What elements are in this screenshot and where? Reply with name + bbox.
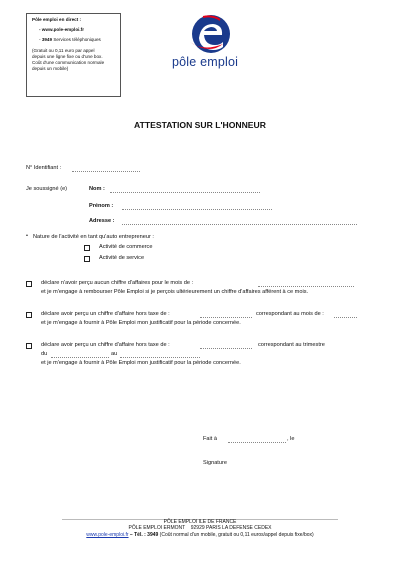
identifiant-label: N° Identifiant :: [26, 165, 62, 171]
footer-address: PÔLE EMPLOI ERMONT 92929 PARIS LA DEFENSE CEDEX: [128, 525, 272, 532]
service-checkbox[interactable]: [84, 256, 90, 262]
decl-no-revenue-checkbox[interactable]: [26, 281, 32, 287]
soussigne-label: Je soussigné (e): [26, 186, 68, 192]
decl-quarterly-to-field[interactable]: [120, 357, 200, 358]
infobox-cost-line: depuis un mobile): [32, 66, 69, 72]
footer-cost: (Coût normal d'un mobile, gratuit ou 0,11 euros/appel depuis fixe/box): [158, 531, 314, 538]
infobox-cost-line: depuis une ligne fixe ou d'une box.: [32, 53, 103, 59]
decl-no-revenue-month-field[interactable]: [258, 286, 354, 287]
adresse-label: Adresse :: [89, 218, 115, 224]
date-label: , le: [287, 436, 295, 442]
adresse-field[interactable]: [122, 224, 357, 225]
footer-contact: [0, 532, 400, 538]
decl-monthly-revenue-checkbox[interactable]: [26, 312, 32, 318]
infobox-cost-line: Coût d'une communication normale: [32, 60, 105, 66]
decl-monthly-commitment: et je m'engage à fournir à Pôle Emploi mon justificatif pour la période concernée.: [41, 320, 241, 326]
decl-quarterly-amount-field[interactable]: [200, 348, 252, 349]
footer: [0, 519, 400, 538]
decl-no-revenue-text: déclare n'avoir perçu aucun chiffre d'affaires pour le mois de :: [41, 280, 194, 286]
contact-info-box: [26, 13, 121, 97]
decl-quarterly-correspondant: correspondant au trimestre: [258, 342, 325, 348]
service-label: Activité de service: [99, 255, 145, 261]
decl-monthly-amount-field[interactable]: [200, 317, 252, 318]
decl-quarterly-au-label: au: [111, 351, 118, 357]
infobox-phone: - 3949 Services téléphoniques: [39, 37, 101, 43]
decl-monthly-revenue-text: déclare avoir perçu un chiffre d'affaire hors taxe de :: [41, 311, 170, 317]
decl-quarterly-revenue-text: déclare avoir perçu un chiffre d'affaire hors taxe de :: [41, 342, 170, 348]
nature-label: Nature de l'activité en tant qu'auto entrepreneur :: [33, 234, 154, 240]
document-title: ATTESTATION SUR L'HONNEUR: [134, 120, 266, 130]
footer-tel: – Tél. : 3949: [128, 531, 159, 538]
footer-org: PÔLE EMPLOI ILE DE FRANCE: [163, 519, 237, 525]
decl-quarterly-commitment: et je m'engage à fournir à Pôle Emploi mon justificatif pour la période concernée.: [41, 360, 241, 366]
commerce-label: Activité de commerce: [99, 244, 153, 250]
infobox-heading: Pôle emploi en direct :: [32, 17, 82, 22]
nom-field[interactable]: [110, 192, 260, 193]
commerce-checkbox[interactable]: [84, 245, 90, 251]
decl-quarterly-du-label: du: [41, 351, 48, 357]
decl-no-revenue-commitment: et je m'engage à rembourser Pôle Emploi si je perçois ultérieurement un chiffre d'affaires afférent à ce mois.: [41, 289, 309, 295]
prenom-label: Prénom :: [89, 203, 114, 209]
fait-a-field[interactable]: [228, 442, 286, 443]
identifiant-field[interactable]: [72, 171, 140, 172]
fait-a-label: Fait à: [203, 436, 217, 442]
nom-label: Nom :: [89, 186, 105, 192]
footer-website-link[interactable]: www.pole-emploi.fr: [86, 531, 129, 538]
decl-quarterly-revenue-checkbox[interactable]: [26, 343, 32, 349]
decl-monthly-correspondant: correspondant au mois de :: [256, 311, 324, 317]
infobox-cost-line: (Gratuit ou 0,11 euro par appel: [32, 47, 95, 53]
nature-bullet: •: [26, 233, 28, 239]
decl-monthly-month-field[interactable]: [334, 317, 357, 318]
infobox-website: - www.pole-emploi.fr: [39, 27, 85, 33]
prenom-field[interactable]: [122, 209, 272, 210]
decl-quarterly-from-field[interactable]: [51, 357, 109, 358]
signature-label: Signature: [203, 460, 227, 466]
logo-wordmark: pôle emploi: [172, 55, 239, 69]
